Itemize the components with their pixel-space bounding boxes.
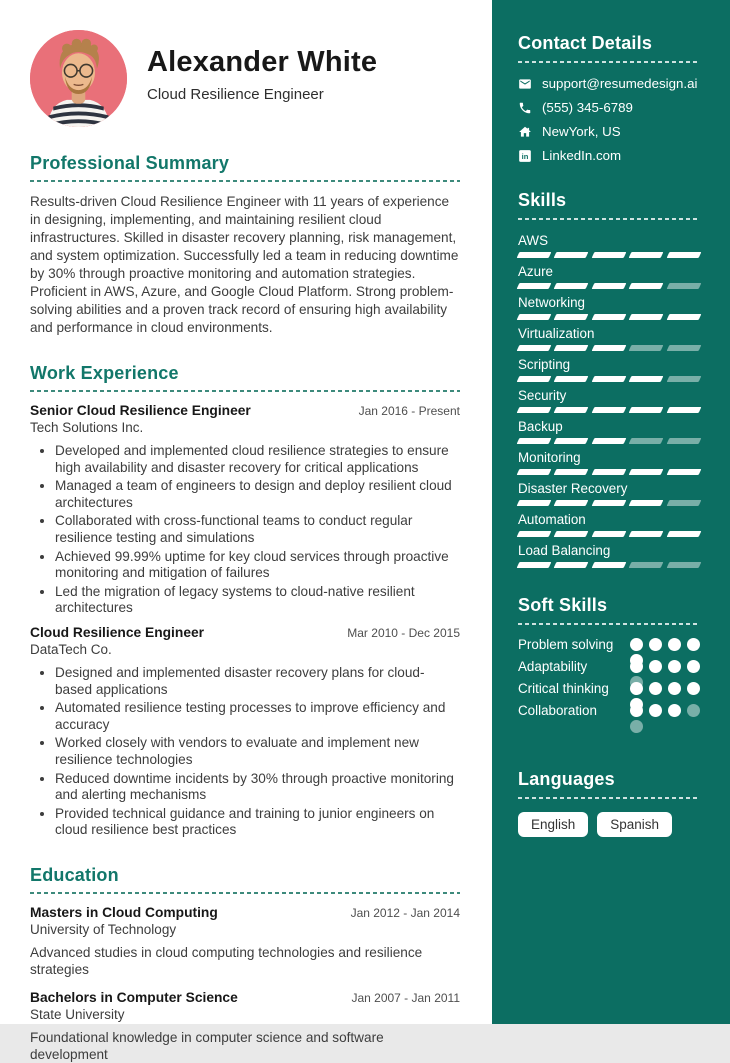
skill-level-segment (591, 562, 626, 568)
soft-skill-name: Adaptability (518, 659, 588, 674)
soft-skill-dot (630, 660, 643, 673)
skill-item (518, 326, 700, 351)
heading-divider (30, 180, 460, 182)
soft-skill-name: Critical thinking (518, 681, 609, 696)
skill-level-segment (629, 438, 664, 444)
job-bullet: • Led the migration of legacy systems to cloud-native resilient architectures (55, 584, 460, 617)
skills-heading: Skills (518, 190, 567, 210)
skill-level-segment (517, 531, 552, 537)
skill-item (518, 481, 700, 506)
skill-level-segment (554, 438, 589, 444)
skill-level-segment (517, 252, 552, 258)
skill-level-segment (666, 283, 701, 289)
home-icon (518, 125, 532, 139)
skill-level-segment (629, 314, 664, 320)
skill-name: Backup (518, 419, 563, 434)
skill-level-segment (629, 345, 664, 351)
job-title: Senior Cloud Resilience Engineer (30, 403, 251, 418)
skill-level-segment (629, 283, 664, 289)
job-bullets (30, 665, 460, 839)
skill-level-segment (591, 283, 626, 289)
soft-skill-dot (668, 660, 681, 673)
job-bullet: • Reduced downtime incidents by 30% through proactive monitoring and alerting mechanisms (55, 771, 460, 804)
job-bullets (30, 443, 460, 617)
education-header (30, 990, 460, 1005)
skill-item (518, 450, 700, 475)
skill-level-segment (666, 252, 701, 258)
education-entry (30, 990, 460, 1063)
soft-skill-dot (668, 638, 681, 651)
skill-name: Networking (518, 295, 585, 310)
soft-skill-dot (649, 638, 662, 651)
skill-level-segment (554, 283, 589, 289)
summary-text: Results-driven Cloud Resilience Engineer with 11 years of experience in designing, implementing, and maintaining resilient cloud infrastructures. Skilled in disaster recovery planning, risk management, and system optimization. Successfully led a team in reducing downtime by 30% through proactive monitoring and automation strategies. Proficient in AWS, Azure, and Google Cloud Platform. Strong problem-solving abilities and a proven track record of ensuring high availability and performance in cloud environments. (30, 194, 459, 335)
skill-level-bar (518, 438, 700, 444)
soft-skill-dot (687, 660, 700, 673)
skill-level-segment (666, 314, 701, 320)
heading-divider (30, 892, 460, 894)
soft-skill-dot (649, 660, 662, 673)
soft-skill-dot (668, 704, 681, 717)
soft-skill-dots (630, 638, 700, 651)
svg-text:in: in (521, 151, 529, 161)
job-bullet: • Provided technical guidance and training to junior engineers on cloud resilience best practices (55, 806, 460, 839)
skill-level-bar (518, 407, 700, 413)
skill-level-segment (591, 469, 626, 475)
skill-level-segment (517, 500, 552, 506)
skill-name: Monitoring (518, 450, 581, 465)
heading-divider (518, 797, 700, 799)
job-bullet: • Automated resilience testing processes to improve efficiency and accuracy (55, 700, 460, 733)
soft-skill-dot (668, 682, 681, 695)
skill-level-segment (591, 345, 626, 351)
contact-item (518, 100, 700, 115)
soft-skill-dots (630, 660, 700, 673)
skill-level-segment (517, 407, 552, 413)
skill-name: Virtualization (518, 326, 595, 341)
education-section (30, 865, 460, 1063)
skill-level-segment (666, 531, 701, 537)
experience-section (30, 363, 460, 839)
education-dates: Jan 2007 - Jan 2011 (351, 990, 460, 1005)
job-dates: Jan 2016 - Present (358, 404, 460, 418)
job-header (30, 403, 460, 418)
degree-title: Bachelors in Computer Science (30, 989, 238, 1005)
soft-skill-name: Problem solving (518, 637, 614, 652)
skill-level-bar (518, 283, 700, 289)
sidebar (492, 0, 730, 1024)
skill-level-bar (518, 531, 700, 537)
company-name: Tech Solutions Inc. (30, 420, 144, 435)
skill-level-segment (554, 407, 589, 413)
job-headline: Cloud Resilience Engineer (147, 86, 324, 103)
skill-level-bar (518, 469, 700, 475)
skill-level-segment (629, 469, 664, 475)
skill-level-bar (518, 252, 700, 258)
skill-level-bar (518, 314, 700, 320)
skill-level-segment (666, 345, 701, 351)
skill-item (518, 419, 700, 444)
skill-level-segment (554, 469, 589, 475)
skill-level-segment (629, 531, 664, 537)
skill-name: Automation (518, 512, 586, 527)
job-bullet: • Worked closely with vendors to evaluate and implement new resilience technologies (55, 735, 460, 768)
skill-item (518, 295, 700, 320)
soft-skills-list (518, 638, 700, 742)
skill-level-segment (554, 252, 589, 258)
job-bullet: • Developed and implemented cloud resilience strategies to ensure high availability and disaster recovery for critical applications (55, 443, 460, 476)
experience-heading: Work Experience (30, 363, 179, 383)
skill-level-segment (591, 314, 626, 320)
skill-level-segment (554, 531, 589, 537)
skills-section (518, 190, 700, 568)
skill-name: AWS (518, 233, 549, 248)
skill-level-bar (518, 345, 700, 351)
school-name: State University (30, 1006, 125, 1022)
degree-title: Masters in Cloud Computing (30, 904, 218, 920)
soft-skills-section (518, 595, 700, 742)
education-dates: Jan 2012 - Jan 2014 (350, 905, 460, 920)
skill-level-segment (517, 562, 552, 568)
company-name: DataTech Co. (30, 641, 112, 657)
skill-name: Disaster Recovery (518, 481, 628, 496)
job-header (30, 625, 460, 640)
skill-item (518, 233, 700, 258)
soft-skill-dot (687, 682, 700, 695)
soft-skill-item (518, 660, 700, 673)
header (30, 30, 460, 127)
skill-level-segment (591, 407, 626, 413)
skill-level-segment (517, 283, 552, 289)
skill-name: Security (518, 388, 567, 403)
heading-divider (518, 218, 700, 220)
soft-skill-dot (630, 720, 643, 733)
soft-skill-item (518, 682, 700, 695)
skill-name: Scripting (518, 357, 571, 372)
skill-level-segment (629, 252, 664, 258)
skill-name: Azure (518, 264, 553, 279)
job-bullet: • Achieved 99.99% uptime for key cloud services through proactive monitoring and mitigation of failures (55, 549, 460, 582)
education-entry (30, 905, 460, 978)
summary-heading: Professional Summary (30, 153, 230, 173)
soft-skill-dot (687, 704, 700, 717)
language-pill: Spanish (597, 812, 672, 837)
page-title: Alexander White (147, 46, 378, 78)
skill-item (518, 388, 700, 413)
skill-level-segment (591, 531, 626, 537)
skill-level-segment (666, 376, 701, 382)
skills-list (518, 233, 700, 568)
skill-level-segment (554, 376, 589, 382)
contact-text: LinkedIn.com (542, 148, 622, 163)
soft-skill-dot (649, 682, 662, 695)
job-bullet: • Collaborated with cross-functional teams to conduct regular resilience testing and simulations (55, 513, 460, 546)
skill-level-bar (518, 376, 700, 382)
skill-level-segment (666, 469, 701, 475)
education-header (30, 905, 460, 920)
education-list (30, 905, 460, 1063)
contact-text: support@resumedesign.ai (542, 76, 698, 91)
contact-section (518, 33, 700, 163)
skill-item (518, 264, 700, 289)
skill-level-bar (518, 562, 700, 568)
education-description: Advanced studies in cloud computing technologies and resilience strategies (30, 944, 423, 977)
avatar (30, 30, 127, 127)
job-entry (30, 403, 460, 617)
soft-skill-dot (687, 638, 700, 651)
job-entry (30, 625, 460, 839)
contact-list (518, 76, 700, 163)
skill-level-segment (666, 407, 701, 413)
education-description: Foundational knowledge in computer science and software development (30, 1029, 384, 1062)
skill-level-segment (591, 500, 626, 506)
identity-block (147, 30, 377, 127)
heading-divider (518, 61, 700, 63)
skill-level-segment (666, 500, 701, 506)
skill-item (518, 512, 700, 537)
soft-skill-dot (649, 704, 662, 717)
contact-item[interactable] (518, 76, 700, 91)
skill-level-segment (629, 407, 664, 413)
soft-skill-dot (630, 638, 643, 651)
skill-level-segment (629, 562, 664, 568)
linkedin-icon (518, 149, 532, 163)
skill-level-segment (554, 562, 589, 568)
soft-skill-name: Collaboration (518, 703, 597, 718)
language-list (518, 812, 700, 837)
school-name: University of Technology (30, 921, 177, 937)
job-list (30, 403, 460, 839)
contact-text: (555) 345-6789 (542, 100, 633, 115)
contact-heading: Contact Details (518, 33, 653, 53)
skill-level-segment (517, 469, 552, 475)
soft-skill-dots (630, 704, 700, 717)
skill-level-segment (554, 314, 589, 320)
job-dates: Mar 2010 - Dec 2015 (347, 625, 460, 640)
soft-skill-item (518, 704, 700, 717)
soft-skill-item (518, 638, 700, 651)
education-heading: Education (30, 864, 119, 885)
heading-divider (518, 623, 700, 625)
skill-item (518, 357, 700, 382)
skill-level-segment (629, 500, 664, 506)
skill-level-segment (591, 438, 626, 444)
soft-skill-dots (630, 682, 700, 695)
soft-skill-dot (630, 704, 643, 717)
contact-text: NewYork, US (542, 124, 621, 139)
language-pill: English (518, 812, 588, 837)
portrait-photo-icon (30, 30, 127, 127)
heading-divider (30, 390, 460, 392)
skill-level-segment (591, 376, 626, 382)
skill-name: Load Balancing (518, 543, 611, 558)
skill-level-segment (666, 438, 701, 444)
languages-heading: Languages (518, 769, 615, 789)
job-title: Cloud Resilience Engineer (30, 624, 205, 640)
skill-level-segment (554, 345, 589, 351)
contact-item (518, 124, 700, 139)
skill-level-segment (666, 562, 701, 568)
skill-level-segment (517, 438, 552, 444)
skill-item (518, 543, 700, 568)
job-bullet: • Designed and implemented disaster recovery plans for cloud-based applications (55, 665, 460, 698)
skill-level-segment (629, 376, 664, 382)
skill-level-segment (517, 345, 552, 351)
soft-skills-heading: Soft Skills (518, 595, 608, 615)
contact-item[interactable] (518, 148, 700, 163)
skill-level-bar (518, 500, 700, 506)
summary-section (30, 153, 460, 337)
email-icon (518, 77, 532, 91)
phone-icon (518, 101, 532, 115)
skill-level-segment (554, 500, 589, 506)
skill-level-segment (517, 314, 552, 320)
languages-section (518, 769, 700, 837)
skill-level-segment (517, 376, 552, 382)
skill-level-segment (591, 252, 626, 258)
job-bullet: • Managed a team of engineers to design and deploy resilient cloud architectures (55, 478, 460, 511)
soft-skill-dot (630, 682, 643, 695)
